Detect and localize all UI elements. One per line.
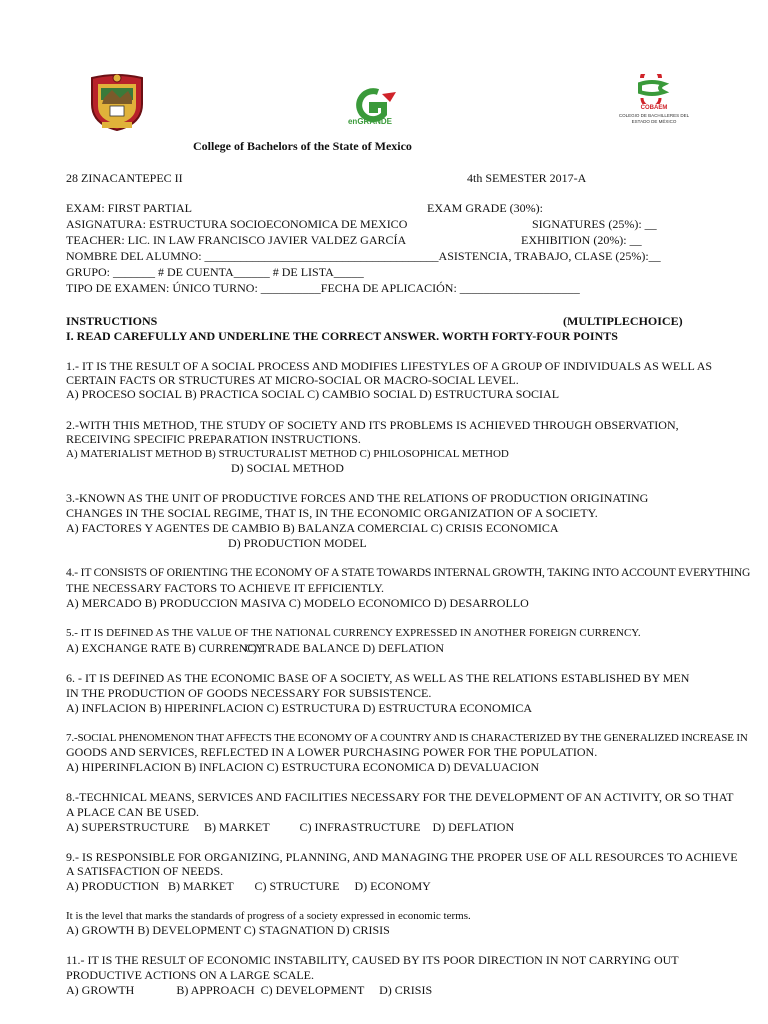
engrande-logo-text: enGRANDE: [347, 117, 392, 126]
exam-type-field: TIPO DE EXAMEN: ÚNICO TURNO: __________FECHA DE APLICACIÓN: ____________________: [66, 281, 580, 295]
question-5-options-a: A) EXCHANGE RATE B) CURRENCY: [66, 641, 264, 655]
question-6-options: A) INFLACION B) HIPERINFLACION C) ESTRUCTURA D) ESTRUCTURA ECONOMICA: [66, 701, 533, 715]
question-9-options: A) PRODUCTION B) MARKET C) STRUCTURE D) ECONOMY: [66, 879, 431, 893]
question-4-options: A) MERCADO B) PRODUCCION MASIVA C) MODELO ECONOMICO D) DESARROLLO: [66, 596, 529, 610]
question-2-line-1: 2.-WITH THIS METHOD, THE STUDY OF SOCIETY AND ITS PROBLEMS IS ACHIEVED THROUGH OBSERVATION,: [66, 418, 679, 432]
question-9-line-2: A SATISFACTION OF NEEDS.: [66, 864, 224, 878]
question-6-line-2: IN THE PRODUCTION OF GOODS NECESSARY FOR SUBSISTENCE.: [66, 686, 432, 700]
cobaem-logo-text: COBAEM: [640, 105, 668, 111]
question-1-options: A) PROCESO SOCIAL B) PRACTICA SOCIAL C) CAMBIO SOCIAL D) ESTRUCTURA SOCIAL: [66, 387, 560, 401]
exhibition-label: EXHIBITION (20%): __: [521, 233, 642, 247]
question-1-line-1: 1.- IT IS THE RESULT OF A SOCIAL PROCESS AND MODIFIES LIFESTYLES OF A GROUP OF INDIVIDUALS AS WELL AS: [66, 359, 713, 373]
question-3-line-1: 3.-KNOWN AS THE UNIT OF PRODUCTIVE FORCES AND THE RELATIONS OF PRODUCTION ORIGINATING: [66, 491, 649, 505]
asignatura-label: ASIGNATURA: ESTRUCTURA SOCIOECONOMICA DE MEXICO: [66, 217, 408, 231]
question-8-line-2: A PLACE CAN BE USED.: [66, 805, 200, 819]
question-8-options: A) SUPERSTRUCTURE B) MARKET C) INFRASTRUCTURE D) DEFLATION: [66, 820, 515, 834]
college-title: College of Bachelors of the State of Mexico: [193, 139, 412, 153]
question-1-line-2: CERTAIN FACTS OR STRUCTURES AT MICRO-SOCIAL OR MACRO-SOCIAL LEVEL.: [66, 373, 519, 387]
question-11-options: A) GROWTH B) APPROACH C) DEVELOPMENT D) CRISIS: [66, 983, 433, 997]
question-3-options: A) FACTORES Y AGENTES DE CAMBIO B) BALANZA COMERCIAL C) CRISIS ECONOMICA: [66, 521, 559, 535]
group-field: GRUPO: _______ # DE CUENTA______ # DE LISTA_____: [66, 265, 364, 279]
question-11-line-2: PRODUCTIVE ACTIONS ON A LARGE SCALE.: [66, 968, 315, 982]
state-coat-of-arms-logo: [84, 74, 150, 132]
question-10-options: A) GROWTH B) DEVELOPMENT C) STAGNATION D) CRISIS: [66, 923, 390, 937]
question-2-options: A) MATERIALIST METHOD B) STRUCTURALIST METHOD C) PHILOSOPHICAL METHOD: [66, 448, 509, 460]
engrande-logo: [338, 86, 402, 130]
question-7-options: A) HIPERINFLACION B) INFLACION C) ESTRUCTURA ECONOMICA D) DEVALUACION: [66, 760, 540, 774]
student-name-field: NOMBRE DEL ALUMNO: _______________________________________ASISTENCIA, TRABAJO, CLASE (25%):__: [66, 249, 661, 263]
teacher-label: TEACHER: LIC. IN LAW FRANCISCO JAVIER VALDEZ GARCÍA: [66, 233, 407, 247]
question-7-line-2: GOODS AND SERVICES, REFLECTED IN A LOWER PURCHASING POWER FOR THE POPULATION.: [66, 745, 598, 759]
question-4-line-1: 4.- IT CONSISTS OF ORIENTING THE ECONOMY OF A STATE TOWARDS INTERNAL GROWTH, TAKING INTO ACCOUNT EVERYTHING: [66, 566, 751, 579]
exam-label: EXAM: FIRST PARTIAL: [66, 201, 192, 215]
semester: 4th SEMESTER 2017-A: [467, 171, 587, 185]
signatures-label: SIGNATURES (25%): __: [532, 217, 657, 231]
instructions-text: I. READ CAREFULLY AND UNDERLINE THE CORRECT ANSWER. WORTH FORTY-FOUR POINTS: [66, 329, 618, 343]
question-3-line-2: CHANGES IN THE SOCIAL REGIME, THAT IS, IN THE ECONOMIC ORGANIZATION OF A SOCIETY.: [66, 506, 598, 520]
question-11-line-1: 11.- IT IS THE RESULT OF ECONOMIC INSTABILITY, CAUSED BY ITS POOR DIRECTION IN NOT CARRYING OUT: [66, 953, 679, 967]
instructions-type: (MULTIPLECHOICE): [563, 314, 683, 328]
question-3-options-2: D) PRODUCTION MODEL: [228, 536, 367, 550]
question-5-line-1: 5.- IT IS DEFINED AS THE VALUE OF THE NATIONAL CURRENCY EXPRESSED IN ANOTHER FOREIGN CURRENCY.: [66, 627, 641, 639]
school-name: 28 ZINACANTEPEC II: [66, 171, 183, 185]
exam-grade-label: EXAM GRADE (30%):: [427, 201, 543, 215]
question-9-line-1: 9.- IS RESPONSIBLE FOR ORGANIZING, PLANNING, AND MANAGING THE PROPER USE OF ALL RESOURCES TO ACHIEVE: [66, 850, 738, 864]
question-7-line-1: 7.-SOCIAL PHENOMENON THAT AFFECTS THE ECONOMY OF A COUNTRY AND IS CHARACTERIZED BY THE GENERALIZED INCREASE IN: [66, 732, 748, 744]
question-2-line-2: RECEIVING SPECIFIC PREPARATION INSTRUCTIONS.: [66, 432, 361, 446]
question-4-line-2: THE NECESSARY FACTORS TO ACHIEVE IT EFFICIENTLY.: [66, 581, 385, 595]
cobaem-logo-subtext: COLEGIO DE BACHILLERES DEL ESTADO DE MÉXICO: [618, 113, 690, 124]
question-10-line-1: It is the level that marks the standards of progress of a society expressed in economic terms.: [66, 910, 471, 922]
cobaem-logo: [612, 74, 696, 130]
question-8-line-1: 8.-TECHNICAL MEANS, SERVICES AND FACILITIES NECESSARY FOR THE DEVELOPMENT OF AN ACTIVITY, OR SO THAT: [66, 790, 734, 804]
instructions-title: INSTRUCTIONS: [66, 314, 158, 328]
question-5-options-b: C) TRADE BALANCE D) DEFLATION: [245, 641, 445, 655]
question-6-line-1: 6. - IT IS DEFINED AS THE ECONOMIC BASE OF A SOCIETY, AS WELL AS THE RELATIONS ESTABLISHED BY MEN: [66, 671, 690, 685]
question-2-options-2: D) SOCIAL METHOD: [231, 461, 344, 475]
